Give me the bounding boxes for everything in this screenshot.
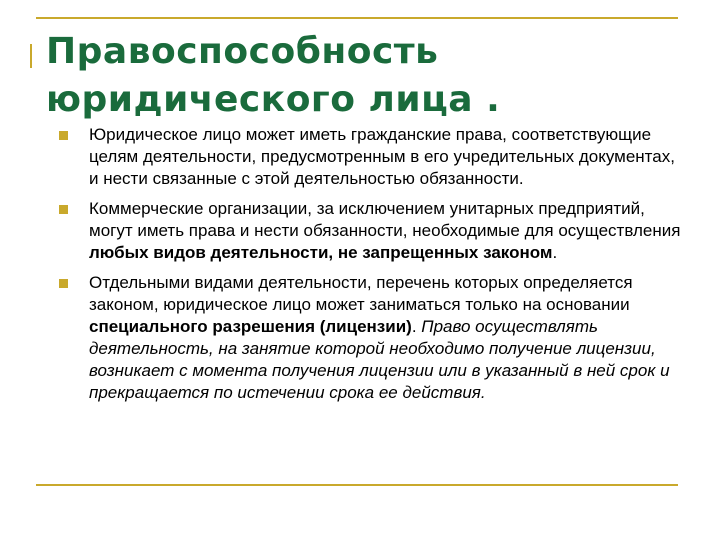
bullet-item-3 [59, 272, 689, 404]
bullet-item-2 [59, 198, 689, 264]
bullet-2-text-end: . [552, 243, 558, 262]
slide-title-line-1: Правоспособность [46, 31, 439, 72]
bullet-3-italic-text: Право осуществлять деятельность, на занятие которой необходимо получение лицензии, возникает с момента получения лицензии или в указанный в ней срок и прекращается по истечении срока ее действия. [89, 317, 670, 402]
bullet-list [59, 124, 689, 412]
slide-title [46, 28, 686, 124]
square-bullet-icon [59, 131, 68, 140]
bullet-item-1 [59, 124, 689, 190]
bullet-3-text-mid: . [411, 317, 422, 336]
square-bullet-icon [59, 205, 68, 214]
bullet-3-text: Отдельными видами деятельности, перечень которых определяется законом, юридическое лицо может заниматься только на основании [89, 273, 633, 314]
bullet-2-bold-text: любых видов деятельности, не запрещенных законом [89, 243, 553, 262]
square-bullet-icon [59, 279, 68, 288]
slide-title-line-2: юридического лица . [46, 79, 501, 120]
top-divider-line [36, 17, 678, 19]
bullet-1-text: Юридическое лицо может иметь гражданские права, соответствующие целям деятельности, предусмотренным в его учредительных документах, и нести связанные с этой деятельностью обязанности. [89, 125, 675, 188]
bullet-2-text: Коммерческие организации, за исключением унитарных предприятий, могут иметь права и нести обязанности, необходимые для осуществления [89, 199, 681, 240]
bottom-divider-line [36, 484, 678, 486]
bullet-3-bold-text: специального разрешения (лицензии) [89, 317, 412, 336]
left-accent-line [30, 44, 32, 68]
